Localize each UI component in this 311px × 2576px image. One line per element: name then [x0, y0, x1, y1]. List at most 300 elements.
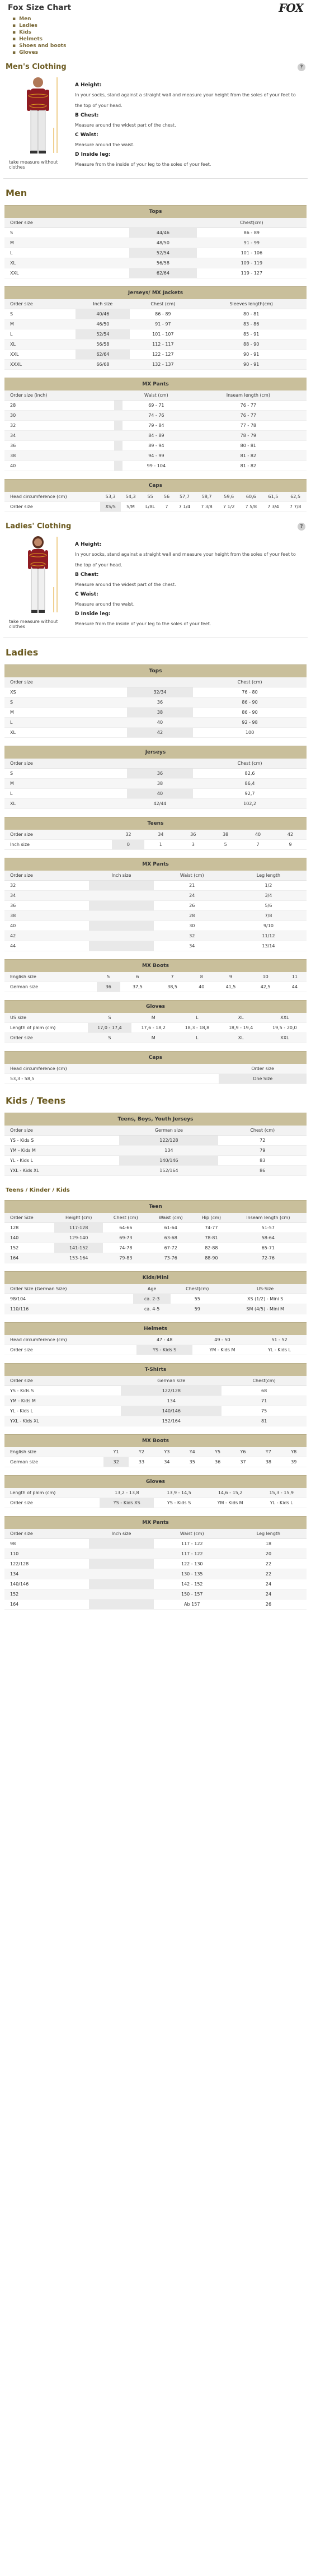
- column-header: Inseam length (cm): [190, 390, 307, 401]
- size-table: [4, 817, 307, 850]
- kids-subtitle: Teens / Kinder / Kids: [6, 1187, 70, 1193]
- table-cell: 152/164: [121, 1416, 222, 1426]
- kids-tshirts-table: [0, 1363, 311, 1426]
- column-header: German size: [121, 1376, 222, 1386]
- table-cell: Y2: [129, 1447, 154, 1457]
- table-cell: 112 - 117: [130, 340, 196, 350]
- nav-link-kids[interactable]: ▪ Kids: [12, 29, 311, 36]
- table-cell: Y1: [103, 1447, 129, 1457]
- table-cell: 62/64: [76, 350, 130, 360]
- table-cell: 42/44: [127, 799, 193, 809]
- table-cell: M: [4, 319, 76, 329]
- table-cell: 30: [154, 921, 230, 931]
- size-table: [4, 1113, 307, 1176]
- help-icon[interactable]: ?: [298, 63, 305, 71]
- table-row: [4, 901, 307, 911]
- column-header: [127, 759, 193, 769]
- table-cell: 98: [4, 1539, 89, 1549]
- table-cell: Y6: [230, 1447, 256, 1457]
- table-row: [4, 1447, 307, 1457]
- table-cell: L: [175, 1013, 219, 1023]
- table-cell: L/XL: [140, 502, 160, 512]
- table-cell: XL: [4, 728, 127, 738]
- table-caption: Kids/Mini: [4, 1271, 307, 1284]
- size-table: [4, 959, 307, 992]
- table-row: [4, 1294, 307, 1304]
- table-cell: 41,5: [213, 982, 248, 992]
- table-cell: Order size: [4, 1498, 100, 1508]
- table-cell: 37: [230, 1457, 256, 1467]
- table-cell: ca. 4-5: [133, 1304, 171, 1314]
- table-row: [4, 708, 307, 718]
- table-cell: 79: [218, 1146, 307, 1156]
- table-row: [4, 1233, 307, 1243]
- table-cell: 1/2: [230, 881, 307, 891]
- table-cell: S: [4, 769, 127, 779]
- column-header: Inseam length (cm): [230, 1213, 307, 1223]
- table-cell: 140: [4, 1233, 54, 1243]
- table-cell: YS - Kids S: [154, 1498, 204, 1508]
- table-cell: 3: [177, 840, 209, 850]
- table-cell: 110/116: [4, 1304, 133, 1314]
- table-cell: [89, 881, 153, 891]
- table-cell: 32: [103, 1457, 129, 1467]
- size-table: [4, 1200, 307, 1263]
- table-row: [4, 972, 307, 982]
- table-cell: 100: [193, 728, 307, 738]
- table-cell: YL - Kids L: [256, 1498, 307, 1508]
- kids-youth-jerseys-table: [0, 1113, 311, 1176]
- table-cell: 40/46: [76, 309, 130, 319]
- table-cell: English size: [4, 1447, 103, 1457]
- table-cell: 21: [154, 881, 230, 891]
- size-table: [4, 858, 307, 951]
- table-row: [4, 421, 307, 431]
- table-row: [4, 687, 307, 698]
- table-cell: 122 - 130: [154, 1559, 230, 1569]
- table-row: [4, 1406, 307, 1416]
- column-header: Chest (cm): [218, 1126, 307, 1136]
- table-cell: 7 7/8: [284, 502, 307, 512]
- table-cell: 141-152: [54, 1243, 103, 1253]
- column-header: Order size: [4, 218, 129, 228]
- size-table: [4, 1475, 307, 1508]
- table-cell: L: [175, 1033, 219, 1043]
- table-cell: M: [4, 238, 129, 248]
- kids-teen-table: [0, 1200, 311, 1263]
- table-row: [4, 441, 307, 451]
- table-cell: 17,0 - 17,4: [88, 1023, 131, 1033]
- ladies-gloves-table: [0, 1000, 311, 1043]
- table-cell: [89, 1579, 153, 1589]
- column-header: [127, 677, 193, 687]
- table-cell: 67-72: [148, 1243, 193, 1253]
- table-cell: 82-88: [193, 1243, 230, 1253]
- table-cell: 38: [127, 708, 193, 718]
- table-row: [4, 1304, 307, 1314]
- table-row: [4, 1416, 307, 1426]
- table-cell: 13/14: [230, 941, 307, 951]
- table-cell: 37,5: [120, 982, 155, 992]
- table-cell: 33: [129, 1457, 154, 1467]
- table-cell: 44/46: [129, 228, 197, 238]
- table-cell: 42: [274, 830, 307, 840]
- table-cell: 54,3: [121, 492, 141, 502]
- table-cell: [89, 1549, 153, 1559]
- table-cell: 6: [120, 972, 155, 982]
- column-header: Height (cm): [54, 1213, 103, 1223]
- column-header: Chest (cm): [103, 1213, 148, 1223]
- table-row: [4, 1023, 307, 1033]
- table-cell: 13,9 - 14,5: [154, 1488, 204, 1498]
- table-cell: 86 - 89: [130, 309, 196, 319]
- table-cell: 40: [4, 461, 114, 471]
- table-cell: 46/50: [76, 319, 130, 329]
- table-cell: 101 - 107: [130, 329, 196, 340]
- table-row: [4, 931, 307, 941]
- table-cell: 56: [160, 492, 173, 502]
- column-header: Order size: [4, 759, 127, 769]
- table-cell: 44: [4, 941, 89, 951]
- table-cell: YXL - Kids XL: [4, 1416, 121, 1426]
- table-cell: 80 - 81: [190, 441, 307, 451]
- def-height: A Height: In your socks, stand against a straight wall and measure your height from the soles of your feet to the top of your head.: [75, 542, 296, 568]
- table-cell: US size: [4, 1013, 88, 1023]
- table-caption: Caps: [4, 479, 307, 492]
- table-cell: M: [131, 1033, 175, 1043]
- table-row: [4, 1559, 307, 1569]
- men-caps-table: [0, 479, 311, 512]
- mens-clothing-title: Men's Clothing: [6, 63, 67, 71]
- table-cell: 53,3 - 58,5: [4, 1074, 219, 1084]
- def-waist: C Waist: Measure around the waist.: [75, 592, 135, 607]
- table-cell: 64-66: [103, 1223, 148, 1233]
- table-cell: 36: [127, 698, 193, 708]
- table-row: [4, 728, 307, 738]
- nav-link-helmets[interactable]: ▪ Helmets: [12, 36, 311, 43]
- table-cell: Inch size: [4, 840, 112, 850]
- table-cell: 47 - 48: [136, 1335, 192, 1345]
- table-row: [4, 921, 307, 931]
- table-cell: 72: [218, 1136, 307, 1146]
- table-cell: 7 1/2: [218, 502, 240, 512]
- table-row: [4, 502, 307, 512]
- column-header: Order size: [4, 1529, 89, 1539]
- table-cell: One Size: [219, 1074, 307, 1084]
- mens-figure: [9, 75, 70, 170]
- column-header: Leg length: [230, 871, 307, 881]
- table-cell: 52/54: [76, 329, 130, 340]
- table-cell: 86 - 89: [197, 228, 307, 238]
- men-jerseys-table: [0, 286, 311, 370]
- table-row: [4, 1335, 307, 1345]
- table-cell: [89, 891, 153, 901]
- table-cell: 91 - 97: [130, 319, 196, 329]
- table-cell: Length of palm (cm): [4, 1488, 100, 1498]
- table-cell: S: [88, 1013, 131, 1023]
- table-row: [4, 329, 307, 340]
- table-cell: XL: [4, 340, 76, 350]
- table-cell: YM - Kids M: [4, 1396, 121, 1406]
- table-cell: 69-73: [103, 1233, 148, 1243]
- table-cell: 7 3/4: [262, 502, 285, 512]
- table-cell: 35: [180, 1457, 205, 1467]
- men-section-title: Men: [6, 188, 27, 198]
- table-cell: 26: [154, 901, 230, 911]
- nav-link-gloves[interactable]: ▪ Gloves: [12, 49, 311, 56]
- table-row: [4, 789, 307, 799]
- table-cell: 38: [127, 779, 193, 789]
- size-table: [4, 1051, 307, 1084]
- column-header: Leg length: [230, 1529, 307, 1539]
- table-row: [4, 830, 307, 840]
- table-caption: Teens: [4, 817, 307, 830]
- table-cell: 117 - 122: [154, 1539, 230, 1549]
- table-cell: German size: [4, 1457, 103, 1467]
- table-cell: 81: [222, 1416, 307, 1426]
- table-cell: 164: [4, 1599, 89, 1610]
- table-cell: [114, 441, 122, 451]
- table-cell: 19,5 - 20,0: [263, 1023, 307, 1033]
- table-caption: Teen: [4, 1200, 307, 1213]
- column-header: German size: [119, 1126, 218, 1136]
- ladies-figure-caption: take measure without clothes: [9, 619, 58, 629]
- table-row: [4, 718, 307, 728]
- nav-link-men[interactable]: ▪ Men: [12, 16, 311, 22]
- table-cell: 7: [155, 972, 190, 982]
- table-row: [4, 1569, 307, 1579]
- table-row: [4, 431, 307, 441]
- table-cell: XS (1/2) - Mini S: [224, 1294, 307, 1304]
- table-row: [4, 340, 307, 350]
- nav-link-ladies[interactable]: ▪ Ladies: [12, 22, 311, 29]
- table-cell: 40: [127, 789, 193, 799]
- size-table: [4, 378, 307, 471]
- table-cell: 5: [209, 840, 242, 850]
- table-cell: 7 3/8: [196, 502, 218, 512]
- table-cell: [89, 1569, 153, 1579]
- table-cell: 7 5/8: [240, 502, 262, 512]
- table-cell: 101 - 106: [197, 248, 307, 258]
- column-header: Order size: [4, 1126, 119, 1136]
- table-cell: 55: [171, 1294, 224, 1304]
- table-cell: 13,2 - 13,8: [100, 1488, 154, 1498]
- table-row: [4, 461, 307, 471]
- table-cell: 36: [127, 769, 193, 779]
- table-cell: 63-68: [148, 1233, 193, 1243]
- table-cell: [114, 411, 122, 421]
- table-cell: 26: [230, 1599, 307, 1610]
- table-cell: Order size: [219, 1064, 307, 1074]
- table-cell: Order size: [4, 502, 100, 512]
- table-row: [4, 769, 307, 779]
- column-header: Chest (cm): [193, 759, 307, 769]
- kids-helmets-table: [0, 1322, 311, 1355]
- table-cell: 58-64: [230, 1233, 307, 1243]
- table-cell: 85 - 91: [196, 329, 307, 340]
- table-caption: Helmets: [4, 1322, 307, 1335]
- header: [0, 0, 311, 16]
- table-cell: [89, 1589, 153, 1599]
- table-row: [4, 1539, 307, 1549]
- table-cell: 92 - 98: [193, 718, 307, 728]
- table-row: [4, 1033, 307, 1043]
- table-cell: 36: [4, 901, 89, 911]
- table-caption: Caps: [4, 1051, 307, 1064]
- ladies-teens-table: [0, 817, 311, 850]
- table-cell: 94 - 99: [122, 451, 190, 461]
- kids-mini-table: [0, 1271, 311, 1314]
- table-cell: Head circumference (cm): [4, 1335, 136, 1345]
- table-cell: XS: [4, 687, 127, 698]
- table-cell: 36: [177, 830, 209, 840]
- table-cell: 90 - 91: [196, 350, 307, 360]
- table-row: [4, 1589, 307, 1599]
- table-cell: 32/34: [127, 687, 193, 698]
- table-cell: 42,5: [248, 982, 283, 992]
- table-cell: XXL: [4, 350, 76, 360]
- table-cell: 52/54: [129, 248, 197, 258]
- column-header: Age: [133, 1284, 171, 1294]
- table-caption: MX Boots: [4, 1434, 307, 1447]
- table-cell: S: [4, 228, 129, 238]
- table-cell: [89, 911, 153, 921]
- table-caption: Tops: [4, 664, 307, 677]
- table-cell: Head circumference (cm): [4, 1064, 219, 1074]
- column-header: Chest(cm): [222, 1376, 307, 1386]
- fox-logo: FOX: [279, 1, 303, 15]
- column-header: Order Size (German Size): [4, 1284, 133, 1294]
- column-header: Hip (cm): [193, 1213, 230, 1223]
- table-cell: 69 - 71: [122, 401, 190, 411]
- table-cell: 20: [230, 1549, 307, 1559]
- table-cell: 34: [144, 830, 177, 840]
- table-row: [4, 1549, 307, 1559]
- ladies-figure: [9, 534, 70, 629]
- table-caption: Jerseys: [4, 746, 307, 759]
- table-row: [4, 941, 307, 951]
- table-cell: 79-83: [103, 1253, 148, 1263]
- table-header-row: [4, 1126, 307, 1136]
- table-cell: 86,4: [193, 779, 307, 789]
- table-cell: 24: [230, 1579, 307, 1589]
- table-row: [4, 1253, 307, 1263]
- table-cell: 76 - 77: [190, 401, 307, 411]
- help-icon[interactable]: ?: [298, 523, 305, 531]
- table-row: [4, 911, 307, 921]
- column-header: Order size: [4, 1376, 121, 1386]
- table-cell: [114, 461, 122, 471]
- table-cell: 34: [154, 941, 230, 951]
- table-cell: [89, 931, 153, 941]
- column-header: Waist (cm): [148, 1213, 193, 1223]
- size-table: [4, 286, 307, 370]
- size-table: [4, 1434, 307, 1467]
- table-header-row: [4, 218, 307, 228]
- table-cell: 38: [4, 451, 114, 461]
- table-cell: M: [131, 1013, 175, 1023]
- table-cell: Y3: [154, 1447, 180, 1457]
- ladies-section-title: Ladies: [6, 647, 39, 658]
- table-cell: Length of palm (cm): [4, 1023, 88, 1033]
- column-header: Waist (cm): [154, 871, 230, 881]
- table-row: [4, 1345, 307, 1355]
- table-cell: Y4: [180, 1447, 205, 1457]
- table-row: [4, 982, 307, 992]
- table-cell: 14,6 - 15,2: [204, 1488, 257, 1498]
- table-cell: 28: [4, 401, 114, 411]
- table-cell: 110: [4, 1549, 89, 1559]
- table-cell: 38,5: [155, 982, 190, 992]
- table-cell: 7: [242, 840, 274, 850]
- table-cell: 44: [283, 982, 307, 992]
- table-cell: 72-76: [230, 1253, 307, 1263]
- mens-figure-caption: take measure without clothes: [9, 160, 58, 170]
- table-cell: Y8: [281, 1447, 307, 1457]
- table-cell: 88-90: [193, 1253, 230, 1263]
- column-header: [129, 218, 197, 228]
- table-cell: 74 - 76: [122, 411, 190, 421]
- table-cell: 142 - 152: [154, 1579, 230, 1589]
- table-cell: 48/50: [129, 238, 197, 248]
- table-cell: 79 - 84: [122, 421, 190, 431]
- table-cell: 0: [112, 840, 144, 850]
- table-cell: 86 - 90: [193, 698, 307, 708]
- table-cell: 75: [222, 1406, 307, 1416]
- nav-link-shoes[interactable]: ▪ Shoes and boots: [12, 43, 311, 49]
- table-cell: 5/6: [230, 901, 307, 911]
- table-row: [4, 1599, 307, 1610]
- table-cell: 55: [140, 492, 160, 502]
- table-cell: 30: [4, 411, 114, 421]
- table-row: [4, 1064, 307, 1074]
- table-row: [4, 411, 307, 421]
- table-cell: 68: [222, 1386, 307, 1396]
- table-cell: YM - Kids M: [192, 1345, 252, 1355]
- table-cell: YL - Kids L: [252, 1345, 307, 1355]
- table-cell: 81 - 82: [190, 451, 307, 461]
- table-caption: MX Pants: [4, 378, 307, 390]
- table-cell: Order size: [4, 1033, 88, 1043]
- kids-boots-table: [0, 1434, 311, 1467]
- table-caption: Gloves: [4, 1475, 307, 1488]
- ladies-pants-table: [0, 858, 311, 951]
- table-caption: MX Boots: [4, 959, 307, 972]
- size-table: [4, 1363, 307, 1426]
- table-cell: 18,3 - 18,8: [175, 1023, 219, 1033]
- table-cell: 92,7: [193, 789, 307, 799]
- table-cell: [89, 1559, 153, 1569]
- table-cell: 152: [4, 1243, 54, 1253]
- table-row: [4, 492, 307, 502]
- table-cell: YM - Kids M: [4, 1146, 119, 1156]
- table-row: [4, 401, 307, 411]
- table-caption: Teens, Boys, Youth Jerseys: [4, 1113, 307, 1126]
- mens-clothing-header: [0, 61, 311, 72]
- ladies-measure-guide: [3, 532, 308, 638]
- table-cell: 134: [4, 1569, 89, 1579]
- table-cell: 40: [242, 830, 274, 840]
- table-cell: 40: [127, 718, 193, 728]
- table-cell: 53,3: [100, 492, 120, 502]
- table-row: [4, 309, 307, 319]
- table-cell: 38: [256, 1457, 281, 1467]
- table-cell: YS - Kids S: [136, 1345, 192, 1355]
- table-cell: 62/64: [129, 268, 197, 278]
- table-cell: Y5: [205, 1447, 230, 1457]
- column-header: Inch size: [76, 299, 130, 309]
- size-table: [4, 1516, 307, 1610]
